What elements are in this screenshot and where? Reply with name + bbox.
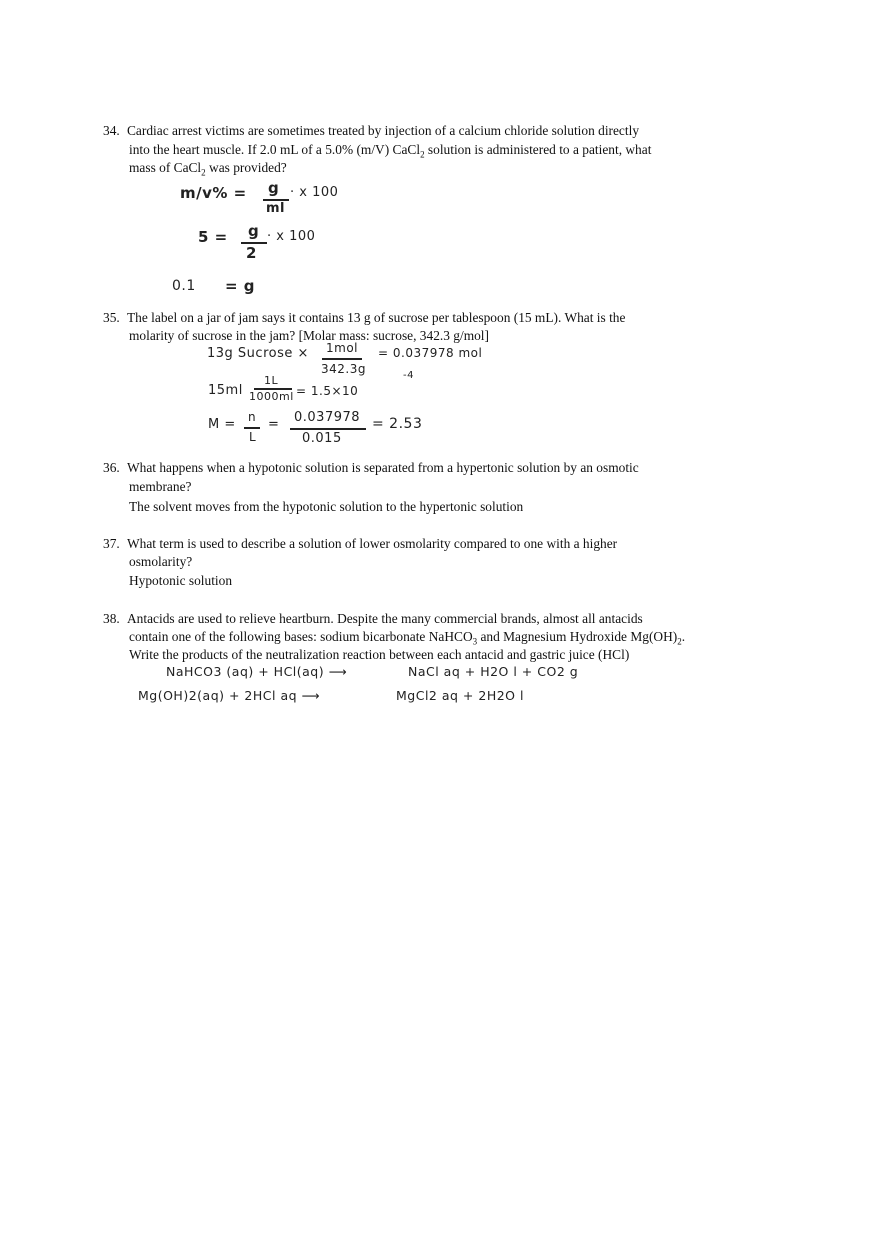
hw-numerator: n — [248, 410, 257, 424]
question-number: 37. — [103, 536, 120, 551]
hw-denominator: 0.015 — [302, 431, 342, 446]
question-text-line: molarity of sucrose in the jam? [Molar mass: sucrose, 342.3 g/mol] — [129, 328, 489, 343]
question-text-line: Cardiac arrest victims are sometimes treated by injection of a calcium chloride solution directly — [127, 123, 640, 138]
hw-numerator: 0.037978 — [294, 410, 361, 425]
hw-text: NaCl aq + H2O l + CO2 g — [408, 664, 579, 679]
fraction-bar — [322, 358, 362, 360]
hw-text: = — [268, 417, 280, 432]
hw-text: MgCl2 aq + 2H2O l — [396, 688, 524, 703]
hw-text: 13g Sucrose × — [207, 346, 309, 361]
question-number: 35. — [103, 310, 120, 325]
fraction-bar — [244, 427, 260, 429]
fraction-bar — [290, 428, 366, 430]
question-text-line: osmolarity? — [129, 554, 193, 569]
hw-text: = g — [225, 277, 256, 295]
hw-denominator: L — [249, 430, 257, 444]
question-text-line: Antacids are used to relieve heartburn. Despite the many commercial brands, almost all antacids — [127, 611, 643, 626]
hw-text: = 0.037978 mol — [378, 346, 483, 360]
hw-numerator: 1mol — [326, 341, 358, 355]
hw-denominator: 2 — [246, 244, 257, 262]
hw-text: NaHCO3 (aq) + HCl(aq) ⟶ — [166, 664, 348, 679]
hw-text: 0.1 — [172, 278, 196, 294]
hw-text: 15ml — [208, 383, 243, 398]
question-text-line: contain one of the following bases: sodium bicarbonate NaHCO$_3$ and Magnesium Hydroxide $Mg(OH)_2$. — [129, 629, 686, 647]
question-text-line: mass of CaCl$_2$ was provided? — [129, 160, 287, 178]
hw-exponent: -4 — [403, 370, 414, 381]
question-text-line: Write the products of the neutralization reaction between each antacid and gastric juice (HCl) — [129, 647, 630, 662]
question-text-line: into the heart muscle. If 2.0 mL of a 5.0% (m/V) CaCl$_2$ solution is administered to a patient, what — [129, 142, 652, 160]
answer-text: The solvent moves from the hypotonic solution to the hypertonic solution — [129, 499, 524, 514]
question-number: 34. — [103, 123, 120, 138]
question-text-line: What term is used to describe a solution of lower osmolarity compared to one with a higher — [127, 536, 618, 551]
hw-numerator: 1L — [264, 374, 279, 387]
hw-numerator: g — [268, 179, 280, 197]
hw-text: 5 = — [198, 228, 228, 246]
hw-numerator: g — [248, 222, 260, 240]
hw-text: · x 100 — [290, 185, 339, 200]
hw-text: M = — [208, 417, 236, 432]
hw-denominator: ml — [266, 201, 286, 216]
question-text-line: The label on a jar of jam says it contains 13 g of sucrose per tablespoon (15 mL). What is the — [127, 310, 626, 325]
question-text-line: What happens when a hypotonic solution is separated from a hypertonic solution by an osmotic — [127, 460, 639, 475]
answer-text: Hypotonic solution — [129, 573, 233, 588]
question-number: 36. — [103, 460, 120, 475]
question-text-line: membrane? — [129, 479, 192, 494]
hw-text: · x 100 — [267, 229, 316, 244]
hw-text: = 2.53 — [372, 416, 423, 432]
hw-text: m/v% = — [180, 184, 247, 202]
hw-text: = 1.5×10 — [296, 384, 359, 398]
question-number: 38. — [103, 611, 120, 626]
hw-text: Mg(OH)2(aq) + 2HCl aq ⟶ — [138, 688, 320, 703]
hw-denominator: 342.3g — [321, 362, 366, 376]
hw-denominator: 1000ml — [249, 390, 294, 403]
